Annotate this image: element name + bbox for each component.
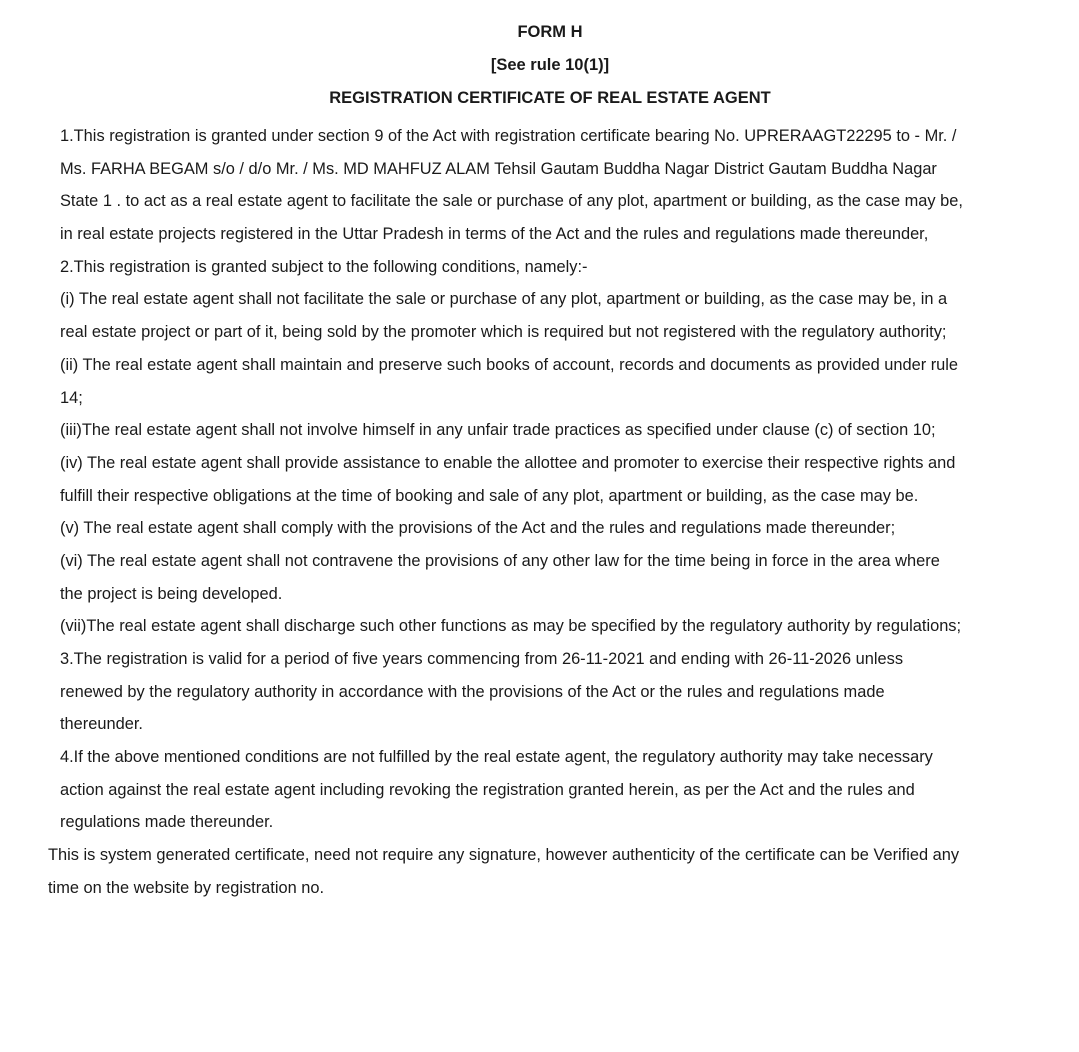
body-line: 3.The registration is valid for a period of five years commencing from 26-11-2021 and ending with 26-11-2026 unless	[60, 650, 904, 668]
body-line: the project is being developed.	[60, 584, 283, 603]
form-title: FORM H	[517, 23, 583, 41]
certificate-title: REGISTRATION CERTIFICATE OF REAL ESTATE AGENT	[329, 89, 771, 107]
body-line: 4.If the above mentioned conditions are not fulfilled by the real estate agent, the regulatory authority may take necessary	[60, 748, 933, 767]
body-line: (iii)The real estate agent shall not involve himself in any unfair trade practices as specified under clause (c) of section 10;	[60, 421, 936, 440]
certificate-body	[48, 120, 1075, 905]
footer-note-line: This is system generated certificate, need not require any signature, however authenticity of the certificate can be Verified any	[48, 846, 960, 865]
body-line: 14;	[60, 388, 83, 407]
footer-note-line: time on the website by registration no.	[48, 878, 325, 897]
body-line: Ms. FARHA BEGAM s/o / d/o Mr. / Ms. MD MAHFUZ ALAM Tehsil Gautam Buddha Nagar District Gautam Buddha Nagar	[60, 159, 937, 178]
body-line: real estate project or part of it, being sold by the promoter which is required but not registered with the regulatory authority;	[60, 323, 947, 342]
rule-reference: [See rule 10(1)]	[490, 56, 610, 74]
body-line: (vi) The real estate agent shall not contravene the provisions of any other law for the time being in force in the area where	[60, 551, 940, 570]
body-line: 1.This registration is granted under section 9 of the Act with registration certificate bearing No. UPRERAAGT22295 to - Mr. /	[60, 127, 957, 145]
body-line: (ii) The real estate agent shall maintain and preserve such books of account, records and documents as provided under rule	[60, 355, 959, 374]
body-line: action against the real estate agent including revoking the registration granted herein, as per the Act and the rules and	[60, 780, 915, 799]
body-line: State 1 . to act as a real estate agent to facilitate the sale or purchase of any plot, apartment or building, as the case may be,	[60, 192, 963, 211]
body-line: regulations made thereunder.	[60, 813, 274, 832]
body-line: (v) The real estate agent shall comply with the provisions of the Act and the rules and regulations made thereunder;	[60, 519, 896, 538]
body-line: fulfill their respective obligations at the time of booking and sale of any plot, apartment or building, as the case may be.	[60, 486, 919, 505]
body-line: thereunder.	[60, 715, 143, 734]
body-line: (iv) The real estate agent shall provide assistance to enable the allottee and promoter to exercise their respective rights and	[60, 453, 956, 472]
body-line: (i) The real estate agent shall not facilitate the sale or purchase of any plot, apartment or building, as the case may be, in a	[60, 290, 948, 309]
body-line: renewed by the regulatory authority in accordance with the provisions of the Act or the rules and regulations made	[60, 682, 885, 701]
body-line: in real estate projects registered in the Uttar Pradesh in terms of the Act and the rules and regulations made thereunder,	[60, 225, 929, 244]
body-line: (vii)The real estate agent shall discharge such other functions as may be specified by the regulatory authority by regulations;	[60, 617, 962, 636]
body-line: 2.This registration is granted subject to the following conditions, namely:-	[60, 257, 588, 276]
